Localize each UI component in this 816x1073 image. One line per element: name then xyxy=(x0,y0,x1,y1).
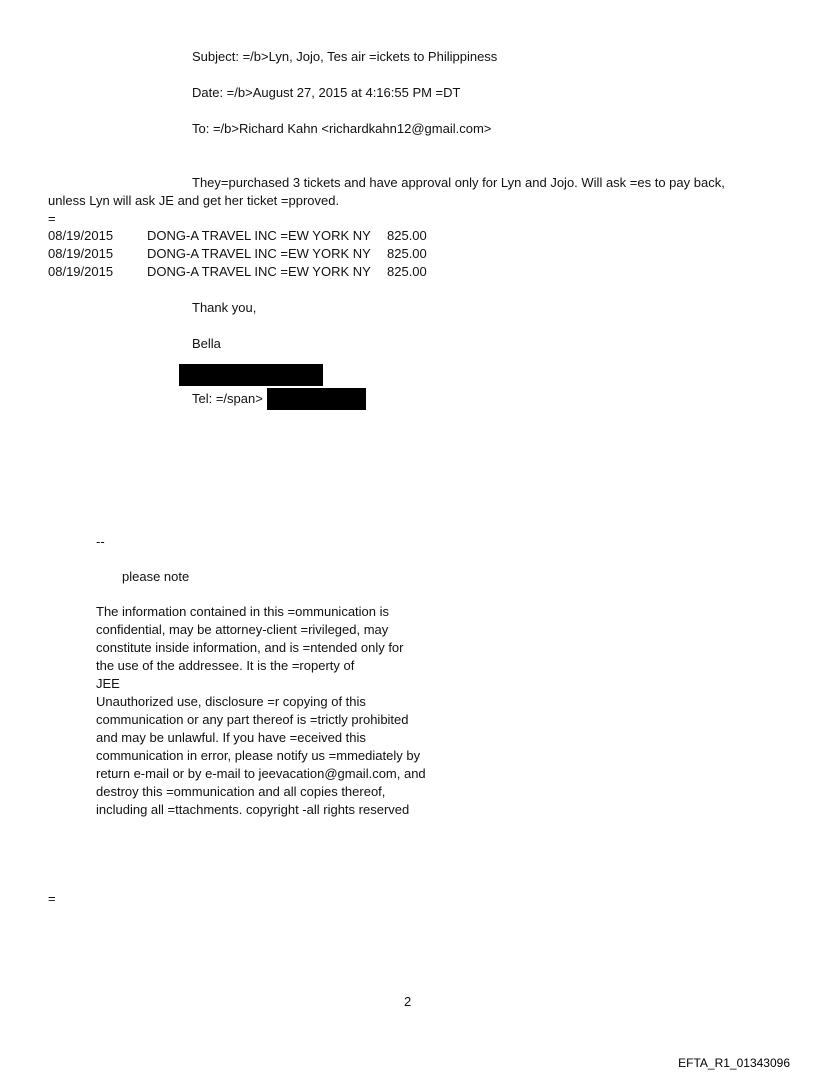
disclaimer-line: JEE xyxy=(96,676,120,691)
email-body-line-1: They=purchased 3 tickets and have approval only for Lyn and Jojo. Will ask =es to pay back, xyxy=(192,175,725,190)
redaction-box xyxy=(267,388,366,410)
disclaimer-line: constitute inside information, and is =ntended only for xyxy=(96,640,404,655)
disclaimer-line: The information contained in this =ommunication is xyxy=(96,604,390,619)
disclaimer-line: Unauthorized use, disclosure =r copying of this xyxy=(96,694,366,709)
transaction-merchant: DONG-A TRAVEL INC =EW YORK NY xyxy=(147,246,371,261)
email-body-line-2: unless Lyn will ask JE and get her ticket =pproved. xyxy=(48,193,340,208)
disclaimer-line: including all =ttachments. copyright -all rights reserved xyxy=(96,802,410,817)
disclaimer-line: the use of the addressee. It is the =roperty of xyxy=(96,658,355,673)
disclaimer-line: and may be unlawful. If you have =eceived this xyxy=(96,730,366,745)
disclaimer-line: destroy this =ommunication and all copies thereof, xyxy=(96,784,386,799)
email-to: To: =/b>Richard Kahn <richardkahn12@gmail.com> xyxy=(192,121,492,136)
transaction-amount: 825.00 xyxy=(387,246,427,261)
transaction-merchant: DONG-A TRAVEL INC =EW YORK NY xyxy=(147,228,371,243)
transaction-amount: 825.00 xyxy=(387,228,427,243)
equals-marker: = xyxy=(48,211,56,226)
transaction-date: 08/19/2015 xyxy=(48,264,114,279)
disclaimer-line: confidential, may be attorney-client =rivileged, may xyxy=(96,622,389,637)
signature-name: Bella xyxy=(192,336,221,351)
tel-label: Tel: =/span> xyxy=(192,391,263,406)
email-closing: Thank you, xyxy=(192,300,257,315)
transaction-amount: 825.00 xyxy=(387,264,427,279)
email-date: Date: =/b>August 27, 2015 at 4:16:55 PM =DT xyxy=(192,85,461,100)
transaction-date: 08/19/2015 xyxy=(48,246,114,261)
disclaimer-line: communication or any part thereof is =trictly prohibited xyxy=(96,712,409,727)
disclaimer-heading: please note xyxy=(122,569,190,584)
email-subject: Subject: =/b>Lyn, Jojo, Tes air =ickets to Philippiness xyxy=(192,49,498,64)
redaction-box xyxy=(179,364,323,386)
document-id: EFTA_R1_01343096 xyxy=(678,1056,790,1070)
disclaimer-line: return e-mail or by e-mail to jeevacation@gmail.com, and xyxy=(96,766,426,781)
transaction-date: 08/19/2015 xyxy=(48,228,114,243)
transaction-merchant: DONG-A TRAVEL INC =EW YORK NY xyxy=(147,264,371,279)
disclaimer-line: communication in error, please notify us =mmediately by xyxy=(96,748,421,763)
page-number: 2 xyxy=(404,994,412,1009)
trailing-equals-marker: = xyxy=(48,891,56,906)
disclaimer-separator: -- xyxy=(96,534,105,549)
